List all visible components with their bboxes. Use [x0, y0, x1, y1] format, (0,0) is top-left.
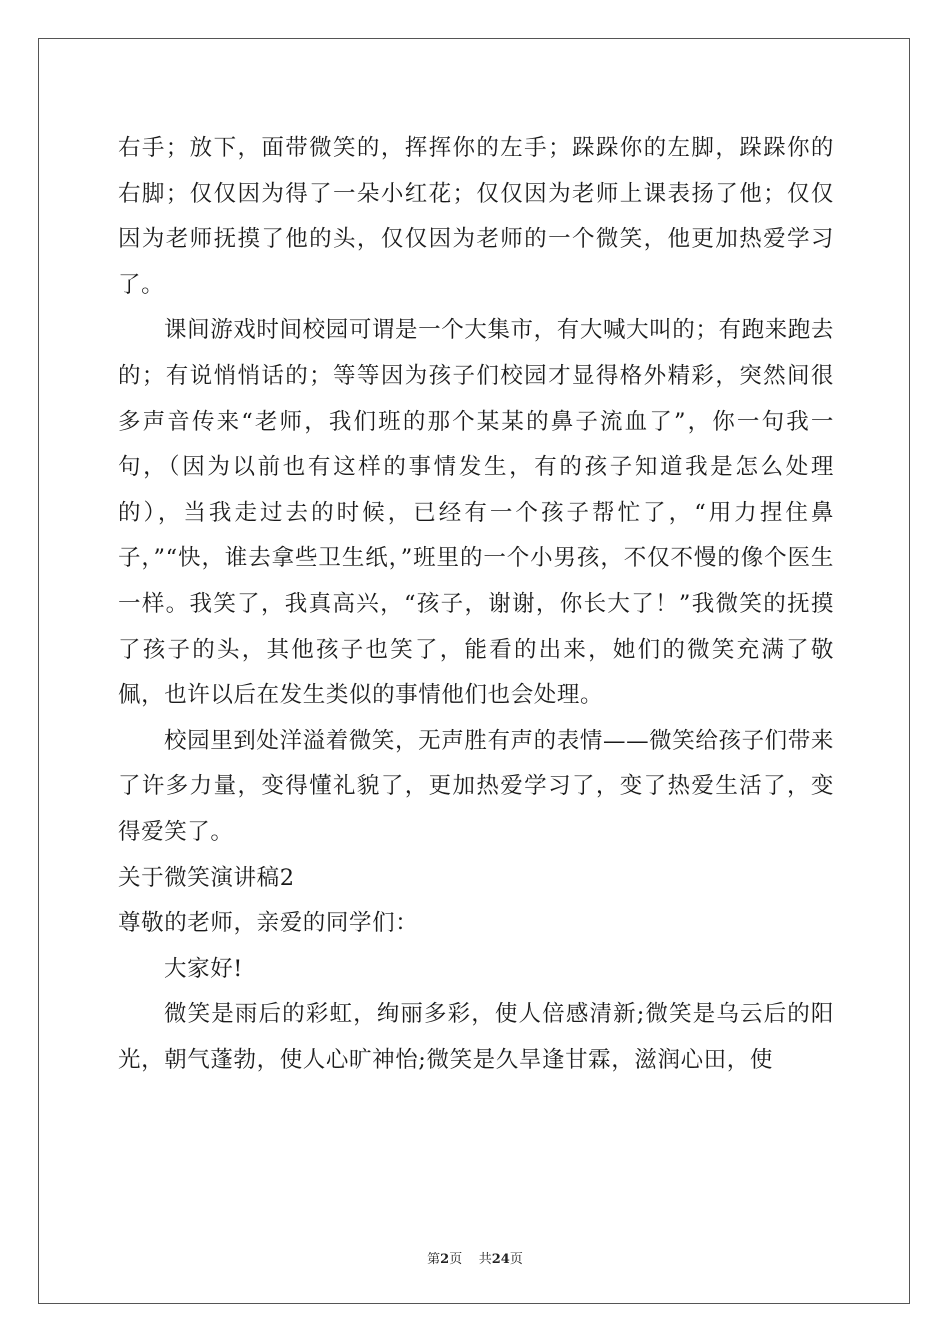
page-prefix: 第: [427, 1252, 441, 1267]
page-number: 2: [440, 1252, 450, 1267]
paragraph-recess: 课间游戏时间校园可谓是一个大集市，有大喊大叫的；有跑来跑去的；有说悄悄话的；等等因为孩子们校园才显得格外精彩，突然间很多声音传来“老师，我们班的那个某某的鼻子流血了”，你一句我一句，（因为以前也有这样的事情发生，有的孩子知道我是怎么处理的），当我走过去的时候，已经有一个孩子帮忙了，“用力捏住鼻子，”“快，谁去拿些卫生纸，”班里的一个小男孩，不仅不慢的像个医生一样。我笑了，我真高兴，“孩子，谢谢，你长大了！”我微笑的抚摸了孩子的头，其他孩子也笑了，能看的出来，她们的微笑充满了敬佩，也许以后在发生类似的事情他们也会处理。: [118, 317, 834, 709]
document-body: [118, 126, 834, 1083]
total-suffix: 页: [509, 1252, 523, 1267]
paragraph-smile-metaphor: 微笑是雨后的彩虹，绚丽多彩，使人倍感清新;微笑是乌云后的阳光，朝气蓬勃，使人心旷神怡;微笑是久旱逢甘霖，滋润心田，使: [118, 1001, 834, 1073]
paragraph-continuation: 右手；放下，面带微笑的，挥挥你的左手；跺跺你的左脚，跺跺你的右脚；仅仅因为得了一朵小红花；仅仅因为老师上课表扬了他；仅仅因为老师抚摸了他的头，仅仅因为老师的一个微笑，他更加热爱学习了。: [118, 135, 834, 298]
page-suffix: 页: [449, 1252, 463, 1267]
page-footer: [0, 1248, 950, 1267]
salutation: 尊敬的老师，亲爱的同学们：: [118, 910, 419, 937]
total-prefix: 共: [478, 1252, 492, 1267]
total-pages: 24: [491, 1252, 510, 1267]
section-title: 关于微笑演讲稿2: [118, 864, 295, 891]
paragraph-smiles-campus: 校园里到处洋溢着微笑，无声胜有声的表情——微笑给孩子们带来了许多力量，变得懂礼貌了，更加热爱学习了，变了热爱生活了，变得爱笑了。: [118, 727, 834, 845]
greeting: 大家好!: [164, 955, 243, 982]
